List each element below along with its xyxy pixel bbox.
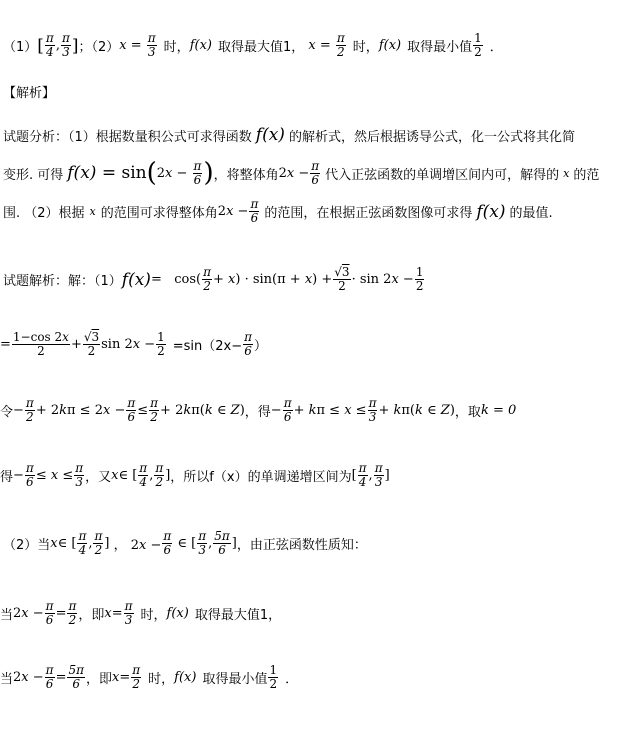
text-end: ．: [285, 672, 299, 687]
text-qu: ，取: [454, 405, 481, 420]
equals: =: [55, 670, 67, 685]
math-x: x: [112, 670, 120, 685]
math-k0: k = 0: [480, 403, 517, 418]
fraction: $\frac{\pi}{3}$: [374, 461, 383, 489]
text-ling: 令: [0, 405, 14, 420]
fraction: $\frac{\pi}{2}$: [25, 396, 34, 424]
fraction: $\frac{\pi}{4}$: [358, 461, 367, 489]
comma: ,: [149, 468, 154, 483]
analysis-line-2: [3, 158, 599, 188]
analysis-text-3b: 的范围可求得整体角: [100, 206, 218, 221]
equals: = sin: [96, 163, 147, 183]
solution-line-1: [3, 266, 425, 293]
plus: +: [70, 337, 82, 352]
analysis-text-3c: 的范围，在根据正弦函数图像可求得: [264, 206, 473, 221]
math-2x: 2x −: [278, 165, 310, 181]
solution-line-2: [0, 331, 267, 358]
math-term: sin 2x −: [101, 337, 156, 352]
math-2x: 2x −: [156, 165, 192, 181]
fraction: $\frac{5\pi}{6}$: [214, 529, 230, 557]
fraction: $\frac{\pi}{4}$: [78, 529, 87, 557]
in: ∈ [: [173, 536, 197, 551]
section-heading: [3, 82, 55, 101]
fraction: $\frac{1-\cos 2x}{2}$: [12, 330, 69, 358]
in: ∈ [: [118, 468, 138, 483]
fraction: $\frac{\pi}{2}$: [336, 31, 345, 59]
text-p2: （2）当: [3, 538, 51, 553]
math-term: + kπ(k ∈ Z): [378, 403, 455, 418]
analysis-line-1: [3, 125, 575, 145]
analysis-text-1b: 的解析式，然后根据诱导公式，化一公式将其化简: [288, 129, 575, 145]
math-x: x: [563, 166, 570, 180]
fraction: $\frac{\pi}{6}$: [45, 599, 54, 627]
math-term: + 2kπ(k ∈ Z): [160, 403, 245, 418]
fraction: $\frac{\pi}{2}$: [203, 265, 211, 293]
fraction: $\frac{\pi}{2}$: [132, 663, 141, 691]
text-shi: 时，: [163, 40, 190, 55]
comma: ,: [55, 38, 60, 53]
fraction: $\frac{\pi}{6}$: [244, 330, 253, 358]
analysis-text-2a: 变形. 可得: [3, 167, 64, 183]
math-fx: f(x): [378, 38, 402, 53]
text-min: 取得最小值: [202, 672, 268, 687]
analysis-text-2b: ，将整体角: [213, 167, 279, 183]
text-suoyi: ，所以f（x）的单调递增区间为: [170, 470, 352, 485]
math-fx: f(x): [67, 163, 97, 183]
text-de2: 得: [0, 470, 14, 485]
fraction: $\frac{1}{2}$: [269, 663, 278, 691]
fraction: $\frac{\pi}{6}$: [25, 461, 34, 489]
text-end: ．: [489, 40, 503, 55]
text-ji: ，即: [78, 608, 105, 623]
math-term: · sin 2x −: [351, 272, 414, 287]
fraction: $\frac{\pi}{3}$: [368, 396, 377, 424]
math-fx: f(x): [255, 125, 285, 145]
comma: ,: [208, 536, 213, 551]
analysis-text-3d: 的最值.: [509, 206, 553, 221]
fraction: $\frac{\pi}{2}$: [68, 599, 77, 627]
math-cos: cos(: [174, 272, 202, 287]
fraction: $\frac{1}{2}$: [157, 330, 165, 358]
solution-intro: 试题解析：解：（1）: [3, 274, 122, 289]
math-term: ≤ x ≤: [35, 468, 74, 483]
text-dang: 当: [0, 608, 14, 623]
math-fx: f(x): [166, 606, 189, 621]
analysis-text-3a: 围. （2）根据: [3, 206, 85, 221]
equals: =: [119, 670, 131, 685]
fraction: $\frac{1}{2}$: [474, 31, 482, 59]
math-x: x: [111, 468, 119, 483]
eq-sin: =sin（2x−: [172, 339, 243, 354]
math-fx: f(x): [174, 670, 197, 685]
comma: ,: [368, 468, 373, 483]
fraction: $\frac{\pi}{3}$: [147, 31, 156, 59]
bracket: ]: [384, 468, 390, 483]
fraction: $\frac{1}{2}$: [415, 265, 424, 293]
equals: =: [0, 337, 11, 352]
text-shi: 时，: [148, 672, 175, 687]
math-2x: 2x −: [217, 204, 249, 219]
text-max: 取得最大值1，: [194, 608, 282, 623]
answer-part1-label: （1）: [3, 40, 38, 55]
fraction: $\frac{\pi}{2}$: [155, 461, 164, 489]
text-max: 取得最大值1，: [217, 40, 305, 55]
fraction: $\frac{\pi}{4}$: [139, 461, 148, 489]
fraction: $\frac{\pi}{2}$: [150, 396, 159, 424]
solution-line-4: [0, 462, 390, 489]
equals: =: [126, 38, 146, 53]
math-term: 2x −: [13, 606, 44, 621]
math-x: x: [89, 205, 96, 218]
bracket: ]: [104, 536, 110, 551]
eq-close: ）: [254, 339, 268, 354]
solution-line-7: [0, 664, 298, 691]
fraction: $\frac{\pi}{2}$: [94, 529, 103, 557]
bracket: ]: [231, 536, 237, 551]
leq: ≤: [137, 403, 149, 418]
equals: =: [150, 272, 175, 287]
math-x: x: [50, 536, 58, 551]
equals: =: [111, 606, 123, 621]
fraction: $\frac{\pi}{4}$: [45, 31, 54, 59]
fraction: $\frac{\pi}{6}$: [311, 158, 320, 187]
bracket: [: [351, 468, 357, 483]
bracket: ]: [165, 468, 171, 483]
minus: −: [13, 403, 24, 418]
math-fx: f(x): [121, 269, 151, 290]
analysis-text-2d: 的范: [573, 167, 600, 183]
paren: ): [203, 158, 214, 188]
math-term: + x) · sin(π + x) +: [212, 272, 333, 287]
fraction: $\frac{\pi}{3}$: [124, 599, 133, 627]
fraction: $\frac{\pi}{6}$: [127, 396, 136, 424]
fraction: $\frac{√3}{2}$: [334, 265, 350, 293]
heading-text: 【解析】: [3, 86, 56, 101]
bracket: [: [37, 35, 44, 56]
fraction: $\frac{\pi}{3}$: [75, 461, 84, 489]
minus: −: [13, 468, 24, 483]
math-x: x: [104, 606, 112, 621]
solution-line-5: [3, 530, 367, 557]
answer-line: [3, 32, 503, 59]
math-term: + kπ ≤ x ≤: [293, 403, 367, 418]
math-x: x: [119, 38, 127, 53]
analysis-text-1: 试题分析：（1）根据数量积公式可求得函数: [3, 129, 252, 145]
text-ji: ，即: [86, 672, 113, 687]
comma: ,: [88, 536, 93, 551]
equals: =: [55, 606, 67, 621]
paren: (: [146, 158, 157, 188]
math-fx: f(x): [476, 201, 506, 222]
equals: =: [315, 38, 335, 53]
fraction: $\frac{√3}{2}$: [83, 330, 100, 358]
text-dang: 当: [0, 672, 14, 687]
solution-line-6: [0, 600, 281, 627]
analysis-text-2c: 代入正弦函数的单调增区间内可，解得的: [325, 167, 560, 183]
fraction: $\frac{\pi}{6}$: [163, 529, 172, 557]
analysis-line-3: [3, 198, 553, 225]
fraction: $\frac{\pi}{6}$: [283, 396, 292, 424]
minus: −: [270, 403, 282, 418]
in: ∈ [: [57, 536, 77, 551]
fraction: $\frac{\pi}{3}$: [198, 529, 207, 557]
math-x: x: [304, 38, 316, 53]
text-you: ，又: [85, 470, 112, 485]
fraction: $\frac{5\pi}{6}$: [68, 663, 84, 691]
text-zheng: ，由正弦函数性质知：: [236, 538, 367, 553]
text-shi: 时，: [352, 40, 379, 55]
fraction: $\frac{\pi}{6}$: [193, 158, 202, 187]
bracket: ]: [71, 35, 79, 56]
fraction: $\frac{\pi}{6}$: [250, 197, 259, 225]
solution-line-3: [0, 397, 516, 424]
math-term: 2x −: [13, 670, 44, 685]
text-min: 取得最小值: [407, 40, 473, 55]
text-shi: 时，: [140, 608, 167, 623]
comma: ， 2x −: [109, 538, 162, 553]
math-term: + 2kπ ≤ 2x −: [35, 403, 126, 418]
text-de: ，得: [244, 405, 271, 420]
answer-part2-label: ；（2）: [78, 40, 120, 55]
fraction: $\frac{\pi}{3}$: [61, 31, 70, 59]
math-fx: f(x): [189, 38, 212, 53]
fraction: $\frac{\pi}{6}$: [45, 663, 54, 691]
